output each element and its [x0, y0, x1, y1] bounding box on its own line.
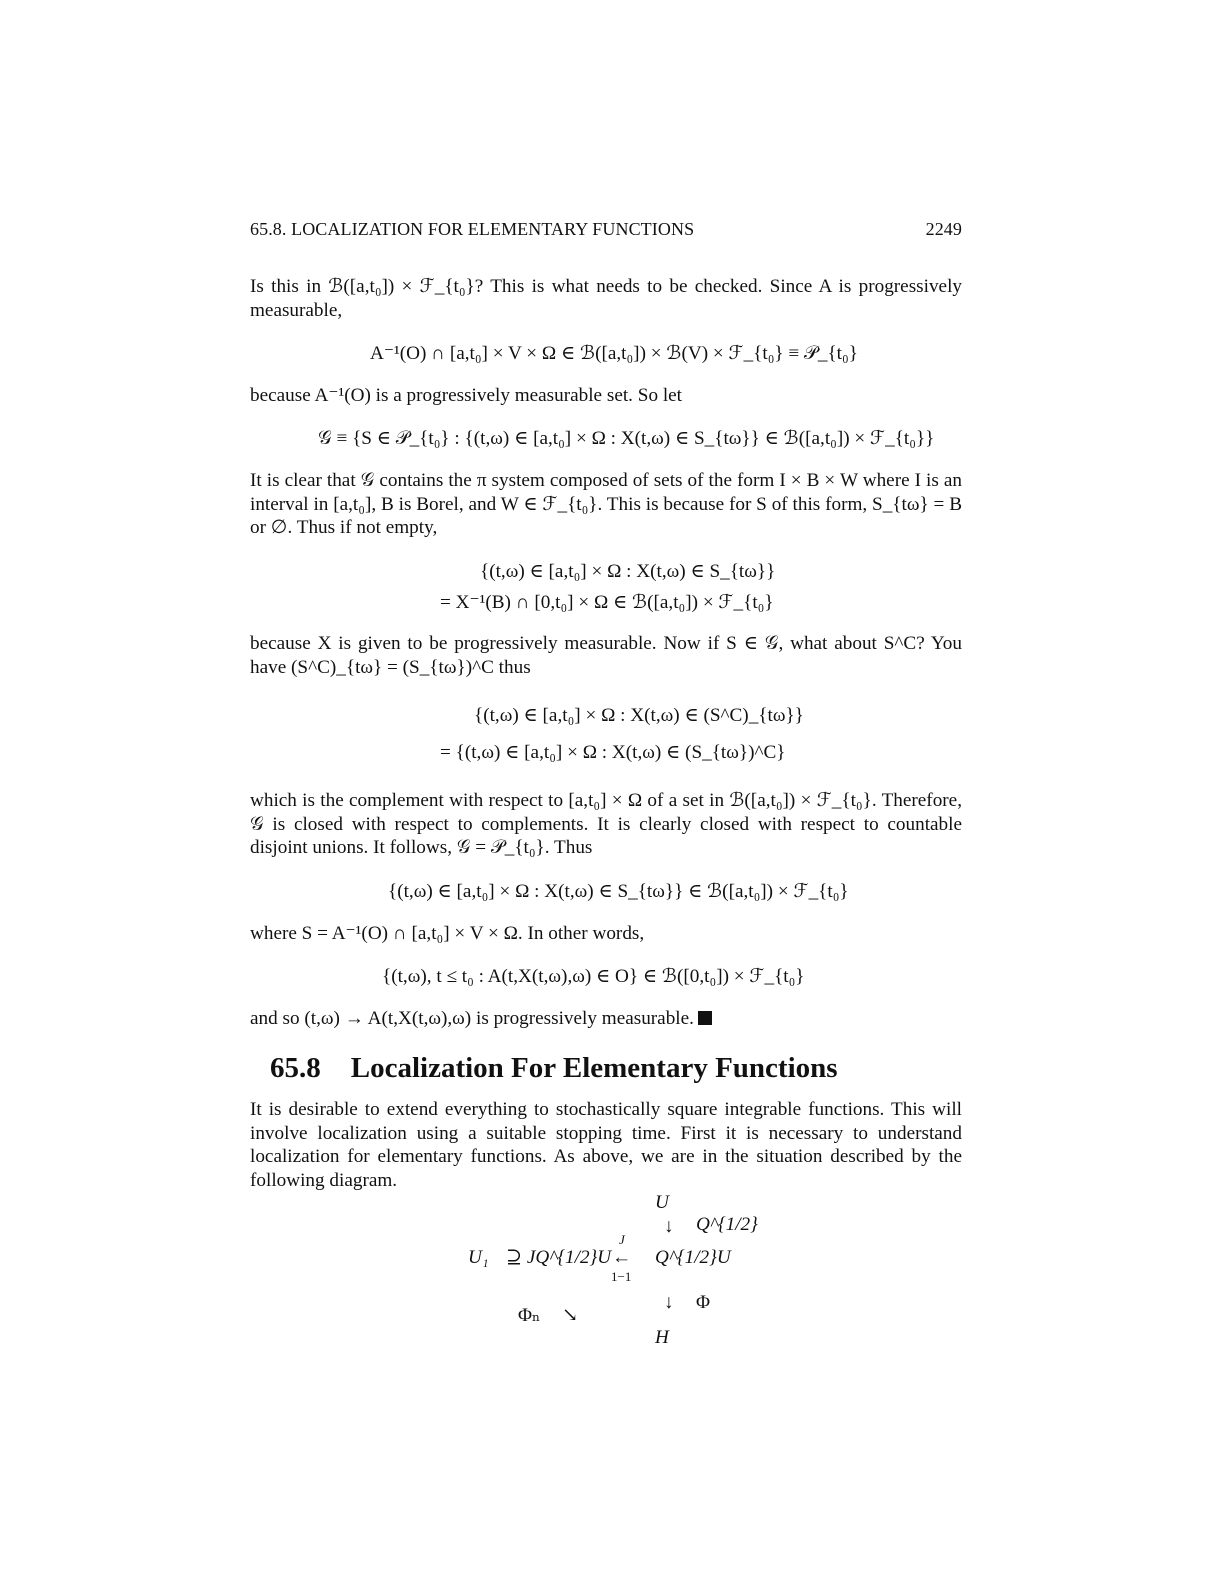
- paragraph-7-text: and so (t,ω) → A(t,X(t,ω),ω) is progressively measurable.: [250, 1008, 694, 1029]
- diagram-supset-expression: ⊇ JQ^{1/2}U: [506, 1247, 612, 1268]
- paragraph-3: It is clear that 𝒢 contains the π system composed of sets of the form I × B × W where I is an interval in [a,t₀], B is Borel, and W ∈ ℱ_{t₀}. This is because for S of this form, S_{tω} = B or ∅. Thus if not empty,: [250, 470, 962, 539]
- equation-3-line-2: = X⁻¹(B) ∩ [0,t₀] × Ω ∈ ℬ([a,t₀]) × ℱ_{t₀}: [440, 592, 774, 613]
- qed-square-icon: [698, 1011, 712, 1025]
- diagram-q-half-label: Q^{1/2}: [696, 1214, 758, 1235]
- diagram-bottom-H: H: [655, 1327, 669, 1348]
- page-number: 2249: [925, 219, 962, 239]
- arrow-label-J: J: [619, 1232, 625, 1247]
- paragraph-4: because X is given to be progressively measurable. Now if S ∈ 𝒢, what about S^C? You have (S^C)_{tω} = (S_{tω})^C thus: [250, 633, 962, 678]
- section-title: Localization For Elementary Functions: [350, 1052, 838, 1084]
- running-header: [250, 219, 962, 240]
- diagram-U1: U₁: [468, 1247, 489, 1268]
- diagram-middle-node: Q^{1/2}U: [655, 1247, 731, 1268]
- equation-3-line-1: {(t,ω) ∈ [a,t₀] × Ω : X(t,ω) ∈ S_{tω}}: [480, 561, 776, 582]
- equation-1: A⁻¹(O) ∩ [a,t₀] × V × Ω ∈ ℬ([a,t₀]) × ℬ(V) × ℱ_{t₀} ≡ 𝒫_{t₀}: [370, 343, 858, 364]
- down-arrow-icon: ↓: [664, 1292, 674, 1313]
- diagram-phi-label: Φ: [696, 1292, 711, 1313]
- down-arrow-icon: ↓: [664, 1216, 674, 1237]
- diagonal-arrow-icon: ↘: [562, 1305, 579, 1326]
- left-arrow-icon: ←: [612, 1247, 632, 1268]
- equation-2: 𝒢 ≡ {S ∈ 𝒫_{t₀} : {(t,ω) ∈ [a,t₀] × Ω : X(t,ω) ∈ S_{tω}} ∈ ℬ([a,t₀]) × ℱ_{t₀}}: [318, 428, 935, 449]
- running-title: 65.8. LOCALIZATION FOR ELEMENTARY FUNCTIONS: [250, 219, 695, 239]
- section-number: 65.8: [270, 1052, 321, 1084]
- equation-6: {(t,ω), t ≤ t₀ : A(t,X(t,ω),ω) ∈ O} ∈ ℬ([0,t₀]) × ℱ_{t₀}: [382, 966, 805, 987]
- equation-4-line-2: = {(t,ω) ∈ [a,t₀] × Ω : X(t,ω) ∈ (S_{tω})^C}: [440, 742, 786, 763]
- arrow-label-one-to-one: 1−1: [611, 1269, 632, 1284]
- equation-5: {(t,ω) ∈ [a,t₀] × Ω : X(t,ω) ∈ S_{tω}} ∈ ℬ([a,t₀]) × ℱ_{t₀}: [388, 881, 849, 902]
- paragraph-1-text: Is this in ℬ([a,t₀]) × ℱ_{t₀}? This is what needs to be checked. Since A is progressively measurable,: [250, 276, 962, 321]
- paragraph-1: [250, 275, 962, 322]
- paragraph-2: because A⁻¹(O) is a progressively measurable set. So let: [250, 385, 683, 406]
- diagram-phi-n-label: Φₙ: [518, 1305, 541, 1326]
- paragraph-6: where S = A⁻¹(O) ∩ [a,t₀] × V × Ω. In other words,: [250, 923, 645, 944]
- paragraph-7: [250, 1007, 962, 1031]
- section-heading: [270, 1052, 838, 1085]
- equation-4-line-1: {(t,ω) ∈ [a,t₀] × Ω : X(t,ω) ∈ (S^C)_{tω}}: [474, 705, 804, 726]
- paragraph-5: which is the complement with respect to [a,t₀] × Ω of a set in ℬ([a,t₀]) × ℱ_{t₀}. Therefore, 𝒢 is closed with respect to complements. It is clearly closed with respect to countable disjoint unions. It follows, 𝒢 = 𝒫_{t₀}. Thus: [250, 790, 962, 859]
- section-intro: It is desirable to extend everything to stochastically square integrable functions. This will involve localization using a suitable stopping time. First it is necessary to understand localization for elementary functions. As above, we are in the situation described by the following diagram.: [250, 1099, 962, 1191]
- diagram-top-U: U: [655, 1192, 669, 1213]
